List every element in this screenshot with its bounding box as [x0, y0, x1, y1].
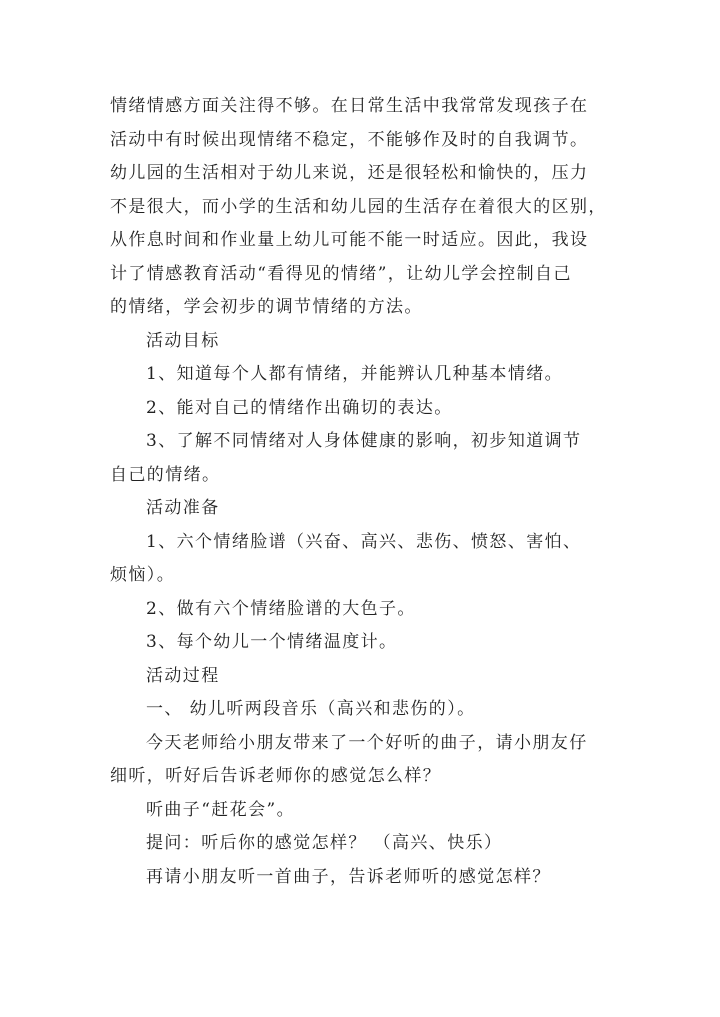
section-heading-preparation: 活动准备 — [146, 498, 220, 518]
list-item: 3、了解不同情绪对人身体健康的影响，初步知道调节 — [146, 431, 582, 451]
paragraph-line: 计了情感教育活动“看得见的情绪”，让幼儿学会控制自己 — [110, 263, 572, 284]
list-item: 2、做有六个情绪脸谱的大色子。 — [146, 598, 416, 619]
section-heading-process: 活动过程 — [146, 665, 220, 686]
paragraph-line: 再请小朋友听一首曲子，告诉老师听的感觉怎样？ — [146, 866, 551, 887]
paragraph-line: 听曲子“赶花会”。 — [146, 799, 295, 820]
list-item-continuation: 烦恼）。 — [110, 565, 176, 585]
list-item: 3、每个幼儿一个情绪温度计。 — [146, 632, 398, 652]
paragraph-line: 的情绪，学会初步的调节情绪的方法。 — [110, 297, 423, 317]
paragraph-line: 不是很大，而小学的生活和幼儿园的生活存在着很大的区别， — [110, 196, 607, 217]
question-line: 提问：听后你的感觉怎样？ （高兴、快乐） — [146, 833, 503, 853]
paragraph-line: 幼儿园的生活相对于幼儿来说，还是很轻松和愉快的，压力 — [110, 163, 589, 183]
process-step: 一、 幼儿听两段音乐（高兴和悲伤的）。 — [146, 699, 476, 719]
list-item: 2、能对自己的情绪作出确切的表达。 — [146, 397, 453, 418]
list-item-continuation: 自己的情绪。 — [110, 464, 221, 485]
section-heading-goals: 活动目标 — [146, 330, 220, 351]
paragraph-line: 从作息时间和作业量上幼儿可能不能一时适应。因此，我设 — [110, 230, 589, 250]
list-item: 1、六个情绪脸谱（兴奋、高兴、悲伤、愤怒、害怕、 — [146, 531, 582, 552]
document-body — [110, 90, 620, 894]
paragraph-line: 今天老师给小朋友带来了一个好听的曲子，请小朋友仔 — [146, 732, 588, 753]
paragraph-line: 细听，听好后告诉老师你的感觉怎么样？ — [110, 766, 442, 786]
list-item: 1、知道每个人都有情绪，并能辨认几种基本情绪。 — [146, 364, 564, 384]
paragraph-line: 活动中有时候出现情绪不稳定，不能够作及时的自我调节。 — [110, 129, 589, 150]
paragraph-line: 情绪情感方面关注得不够。在日常生活中我常常发现孩子在 — [110, 96, 589, 116]
